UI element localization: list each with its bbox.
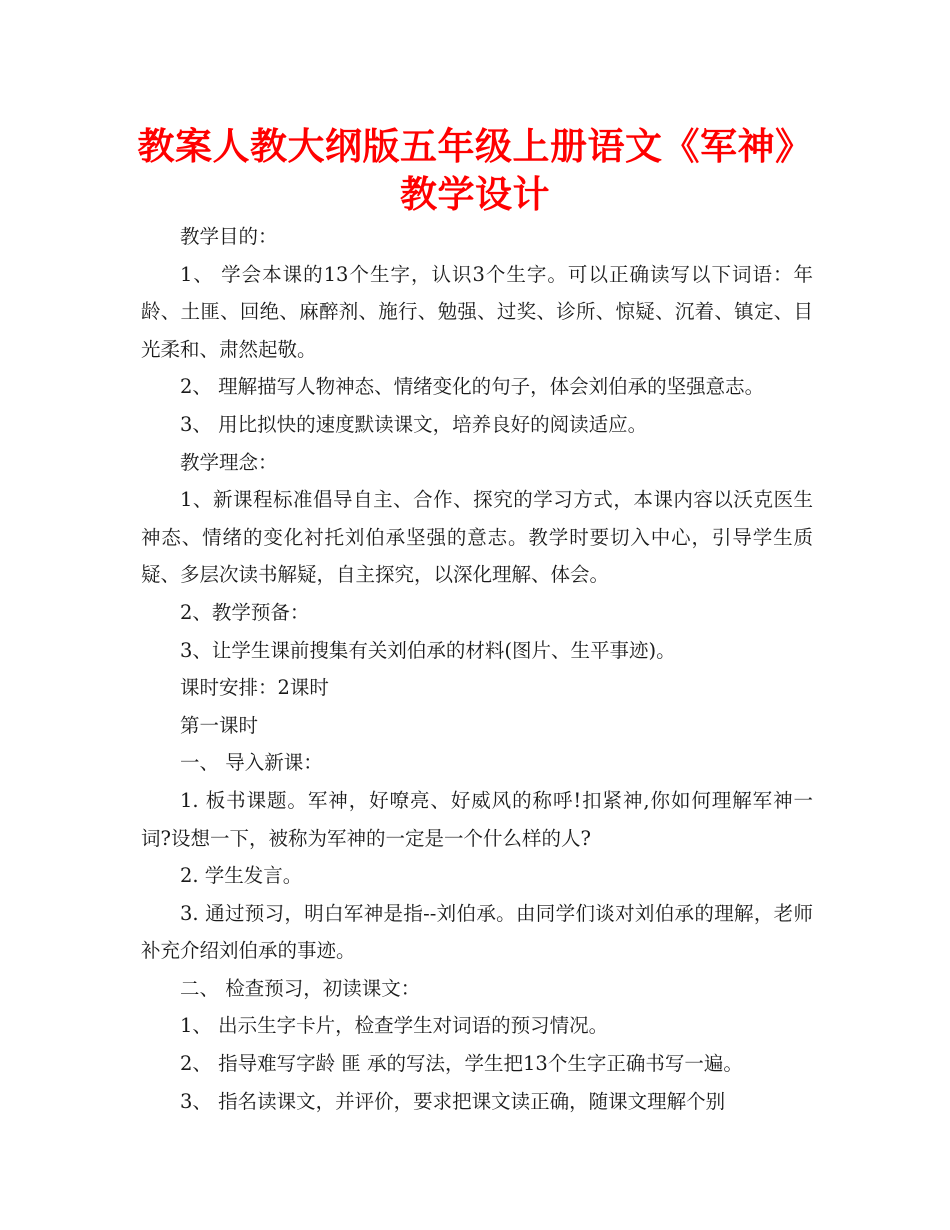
paragraph-goal-2: 2、 理解描写人物神态、情绪变化的句子，体会刘伯承的坚强意志。 — [180, 375, 765, 399]
heading-teaching-goals: 教学目的： — [180, 225, 278, 248]
paragraph-section-2-item-3: 3、 指名读课文，并评价，要求把课文读正确，随课文理解个别 — [180, 1089, 726, 1113]
paragraph-philosophy-2: 2、教学预备： — [180, 600, 310, 624]
paragraph-philosophy-1: 1、新课程标准倡导自主、合作、探究的学习方式，本课内容以沃克医生神态、情绪的变化衬托刘伯承坚强的意志。教学时要切入中心，引导学生质疑、多层次读书解疑，自主探究，以深化理解、体会。 — [141, 488, 813, 587]
paragraph-section-1-item-1: 1. 板书课题。军神，好嘹亮、好威风的称呼!扣紧神,你如何理解军神一词?设想一下，被称为军神的一定是一个什么样的人? — [141, 788, 813, 850]
paragraph-section-1-item-2: 2. 学生发言。 — [180, 864, 303, 888]
paragraph-section-1-item-3: 3. 通过预习，明白军神是指--刘伯承。由同学们谈对刘伯承的理解，老师补充介绍刘伯承的事迹。 — [141, 901, 813, 963]
document-body — [141, 218, 813, 1120]
document-title-line-2: 教学设计 — [400, 173, 550, 216]
paragraph-goal-3: 3、 用比拟快的速度默读课文，培养良好的阅读适应。 — [180, 412, 648, 436]
paragraph-goal-1: 1、 学会本课的13个生字，认识3个生字。可以正确读写以下词语：年龄、土匪、回绝、麻醉剂、施行、勉强、过奖、诊所、惊疑、沉着、镇定、目光柔和、肃然起敬。 — [141, 262, 813, 361]
heading-section-2: 二、 检查预习，初读课文： — [180, 976, 421, 1000]
heading-section-1: 一、 导入新课： — [180, 751, 323, 775]
paragraph-schedule: 课时安排：2课时 — [180, 676, 329, 700]
document-title-line-1: 教案人教大纲版五年级上册语文《军神》 — [137, 125, 813, 168]
paragraph-philosophy-3: 3、让学生课前搜集有关刘伯承的材料(图片、生平事迹)。 — [180, 638, 676, 662]
heading-teaching-philosophy: 教学理念： — [180, 450, 278, 474]
paragraph-section-2-item-2: 2、 指导难写字龄 匪 承的写法，学生把13个生字正确书写一遍。 — [180, 1052, 743, 1076]
heading-first-lesson: 第一课时 — [180, 713, 259, 737]
paragraph-section-2-item-1: 1、 出示生字卡片，检查学生对词语的预习情况。 — [180, 1014, 609, 1038]
